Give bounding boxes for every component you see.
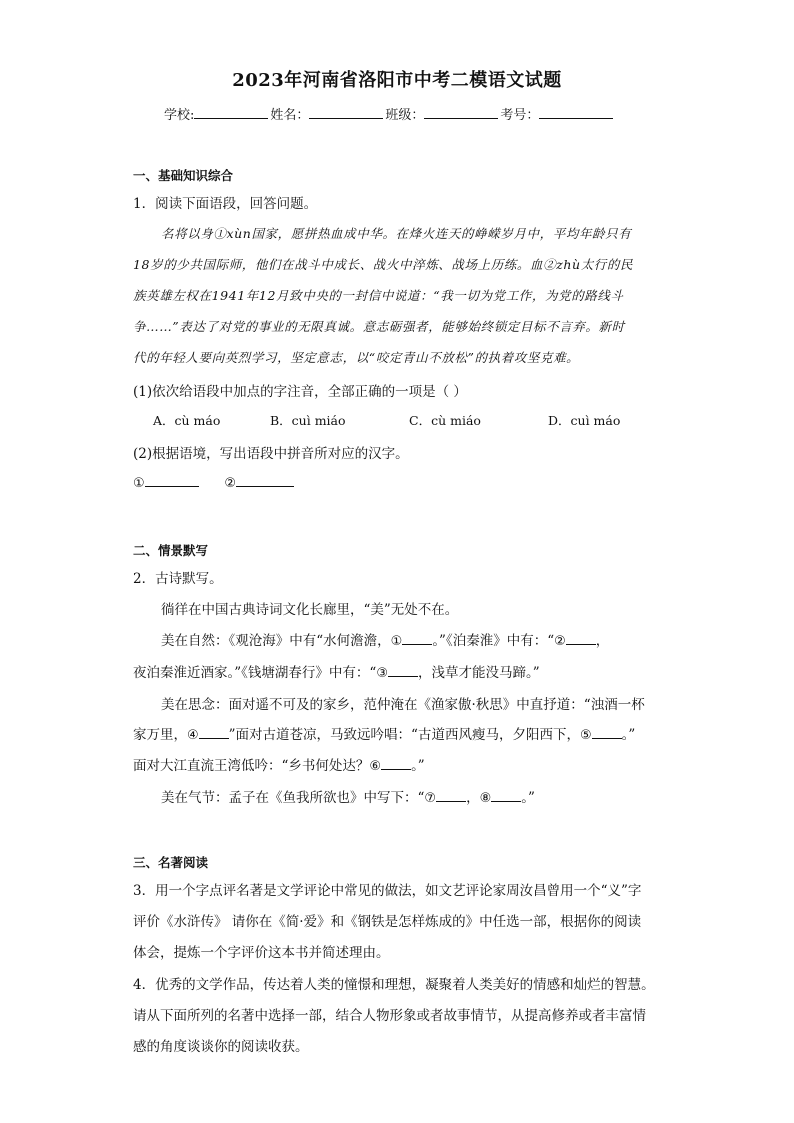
poem-blank-2[interactable] xyxy=(566,632,596,645)
school-label: 学校: xyxy=(164,108,195,123)
poem-blank-1[interactable] xyxy=(402,632,432,645)
q1-sub1: (1)依次给语段中加点的字注音，全部正确的一项是（ ） xyxy=(133,384,467,400)
spirit-text-b: ， xyxy=(466,790,480,806)
section3-heading: 三、名著阅读 xyxy=(133,855,209,870)
poem-blank-3[interactable] xyxy=(388,664,418,677)
nature-text-a: 美在自然：《观沧海》中有“水何澹澹， xyxy=(161,633,391,649)
passage-line-1: 名将以身①xùn国家，愿拼热血成中华。在烽火连天的峥嵘岁月中，平均年龄只有 xyxy=(161,226,632,241)
q3-line-1: 3．用一个字点评名著是文学评论中常见的做法，如文艺评论家周汝昌曾用一个“义”字 xyxy=(133,883,642,899)
thought-text-b: 家万里， xyxy=(133,727,187,743)
q2-spirit-line xyxy=(161,786,535,806)
blank-8-label: ⑧ xyxy=(479,791,492,806)
passage-line-3: 族英雄左权在1941年12月致中央的一封信中说道：“我一切为党工作，为党的路线斗 xyxy=(133,288,624,303)
option-d[interactable]: D．cuì máo xyxy=(548,413,621,428)
poem-blank-8[interactable] xyxy=(491,789,521,802)
q2-nature-line-2 xyxy=(133,661,540,681)
thought-text-e: 面对大江直流王湾低吟：“乡书何处达？ xyxy=(133,758,370,774)
q2-thought-line-1: 美在思念：面对遥不可及的家乡，范仲淹在《渔家傲·秋思》中直抒道：“浊酒一杯 xyxy=(161,697,645,713)
student-info-row xyxy=(164,104,615,123)
blank-7-label: ⑦ xyxy=(424,791,437,806)
blank-6-label: ⑥ xyxy=(369,759,382,774)
q1-sub2: (2)根据语境，写出语段中拼音所对应的汉字。 xyxy=(133,446,409,462)
answer-2-blank[interactable] xyxy=(236,474,294,487)
spirit-text-c: 。” xyxy=(521,790,535,806)
q3-line-2: 评价《水浒传》 请你在《简·爱》和《钢铁是怎样炼成的》中任选一部，根据你的阅读 xyxy=(133,914,642,930)
section1-heading: 一、基础知识综合 xyxy=(133,168,234,183)
exam-title: 2023年河南省洛阳市中考二模语文试题 xyxy=(232,70,562,91)
q4-line-2: 请从下面所列的名著中选择一部，结合人物形象或者故事情节，从提高修养或者丰富情 xyxy=(133,1008,646,1024)
q4-line-1: 4．优秀的文学作品，传达着人类的憧憬和理想，凝聚着人类美好的情感和灿烂的智慧。 xyxy=(133,977,655,993)
poem-blank-4[interactable] xyxy=(199,726,229,739)
option-c[interactable]: C．cù miáo xyxy=(409,413,481,428)
blank-2-label: ② xyxy=(554,634,566,649)
nature-text-d: 夜泊秦淮近酒家。”《钱塘湖春行》中有：“ xyxy=(133,665,377,681)
number-blank[interactable] xyxy=(539,106,613,119)
q3-line-3: 体会，提炼一个字评价这本书并简述理由。 xyxy=(133,945,390,961)
spirit-text-a: 美在气节：孟子在《鱼我所欲也》中写下：“ xyxy=(161,790,425,806)
poem-blank-7[interactable] xyxy=(436,789,466,802)
thought-text-c: ”面对古道苍凉，马致远吟唱：“古道西风瘦马，夕阳西下， xyxy=(228,727,580,743)
number-label: 考号： xyxy=(500,108,540,123)
name-label: 姓名： xyxy=(270,108,310,123)
q2-thought-line-2 xyxy=(133,723,635,743)
blank-1-label: ① xyxy=(390,634,403,649)
passage-line-2: 18岁的少共国际师，他们在战斗中成长、战火中淬炼、战场上历练。血②zhù太行的民 xyxy=(133,257,634,272)
poem-blank-5[interactable] xyxy=(592,726,622,739)
class-blank[interactable] xyxy=(424,106,498,119)
nature-text-b: 。”《泊秦淮》中有：“ xyxy=(432,633,555,649)
class-label: 班级： xyxy=(385,108,425,123)
answer-1-blank[interactable] xyxy=(145,474,199,487)
thought-text-d: 。” xyxy=(621,727,636,743)
poem-blank-6[interactable] xyxy=(381,757,411,770)
nature-text-c: ， xyxy=(595,633,610,649)
q2-stem: 2．古诗默写。 xyxy=(133,571,223,587)
q1-stem: 1．阅读下面语段，回答问题。 xyxy=(133,196,318,212)
q1-answer-row xyxy=(133,474,294,491)
nature-text-e: ，浅草才能没马蹄。” xyxy=(417,665,540,681)
blank-4-label: ④ xyxy=(187,728,199,743)
q4-line-3: 感的角度谈谈你的阅读收获。 xyxy=(133,1039,309,1055)
blank-5-label: ⑤ xyxy=(579,728,592,743)
option-b[interactable]: B．cuì miáo xyxy=(270,413,346,428)
thought-text-f: 。” xyxy=(411,758,425,774)
q2-intro: 徜徉在中国古典诗词文化长廊里，“美”无处不在。 xyxy=(161,602,459,618)
q2-nature-line-1 xyxy=(161,629,609,649)
q2-thought-line-3 xyxy=(133,754,425,774)
blank-3-label: ③ xyxy=(376,666,388,681)
answer-2-label: ② xyxy=(224,476,237,491)
passage-line-5: 代的年轻人要向英烈学习，坚定意志，以“咬定青山不放松”的执着攻坚克难。 xyxy=(133,350,580,365)
option-a[interactable]: A．cù máo xyxy=(153,413,221,428)
passage-line-4: 争……”表达了对党的事业的无限真诚。意志砺强者，能够始终锁定目标不言弃。新时 xyxy=(133,319,625,334)
section2-heading: 二、情景默写 xyxy=(133,543,209,558)
name-blank[interactable] xyxy=(309,106,383,119)
answer-1-label: ① xyxy=(133,476,145,491)
school-blank[interactable] xyxy=(194,106,268,119)
